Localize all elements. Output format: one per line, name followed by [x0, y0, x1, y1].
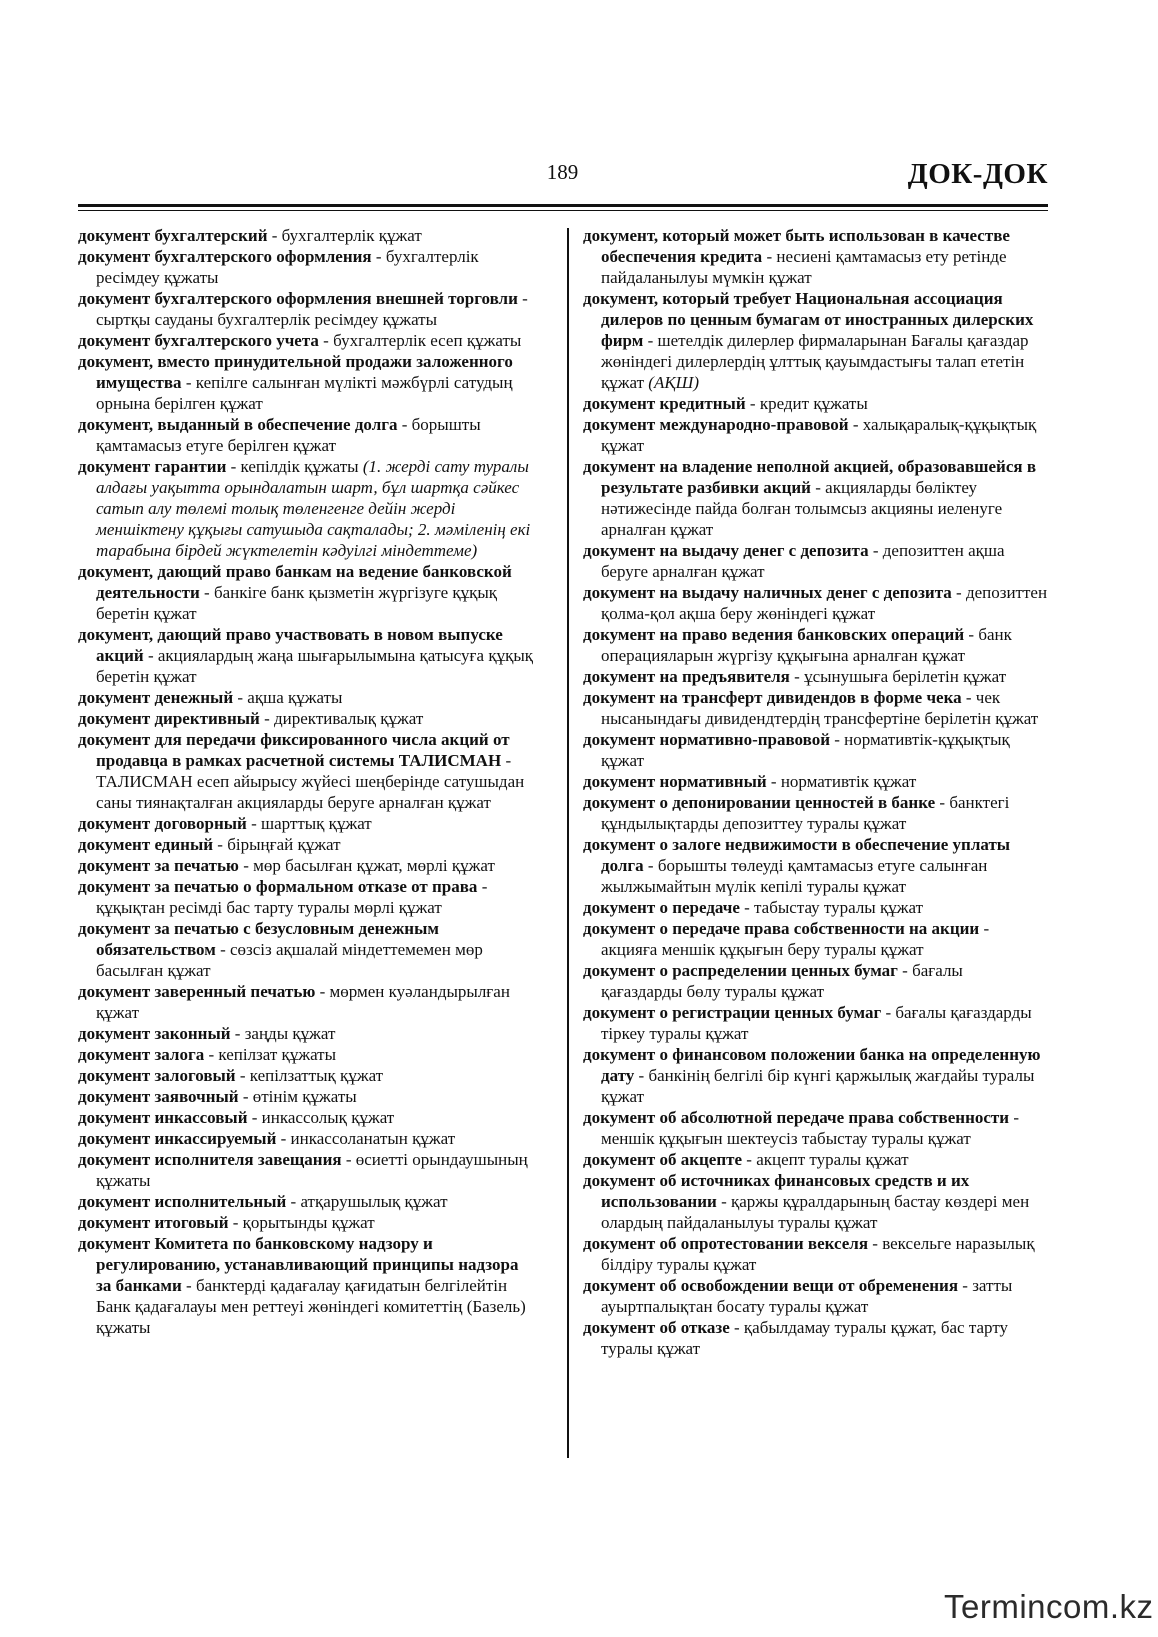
- entry-separator: -: [238, 1087, 253, 1106]
- entry-definition: құқықтан ресімді бас тарту туралы мөрлі құжат: [96, 898, 442, 917]
- entry-definition: директивалық құжат: [274, 709, 424, 728]
- entry-separator: -: [810, 478, 826, 497]
- entry-term: документ исполнительный: [78, 1192, 287, 1211]
- entry-term: документ на выдачу денег с депозита: [583, 541, 869, 560]
- entry-separator: -: [247, 1108, 262, 1127]
- dictionary-entry: [583, 1107, 1048, 1149]
- entry-definition: қабылдамау туралы құжат, бас тарту туралы құжат: [601, 1318, 1009, 1358]
- entry-separator: -: [181, 373, 196, 392]
- entry-term: документ об акцепте: [583, 1150, 743, 1169]
- entry-definition: сыртқы сауданы бухгалтерлік ресімдеу құжаты: [96, 310, 438, 329]
- dictionary-entry: [583, 729, 1048, 771]
- entry-definition: депозиттен ақша беруге арналған құжат: [601, 541, 1005, 581]
- entry-term: документ о депонировании ценностей в банке: [583, 793, 936, 812]
- entry-separator: -: [762, 247, 777, 266]
- right-column: [583, 225, 1048, 1359]
- entry-definition: борышты төлеуді қамтамасыз етуге салынған жылжымайтын мүлік кепілі туралы құжат: [601, 856, 988, 896]
- entry-separator: -: [964, 625, 979, 644]
- entry-separator: -: [315, 982, 330, 1001]
- dictionary-entry: [583, 1233, 1048, 1275]
- entry-separator: -: [397, 415, 412, 434]
- entry-separator: -: [729, 1318, 744, 1337]
- dictionary-entry: [78, 876, 536, 918]
- entry-definition: өсиетті орындаушының құжаты: [96, 1150, 528, 1190]
- running-head: ДОК-ДОК: [907, 158, 1048, 190]
- entry-definition: банкіге банк қызметін жүргізуге құқық беретін құжат: [96, 583, 498, 623]
- entry-separator: -: [789, 667, 805, 686]
- entry-definition: акцияға меншік құқығын беру туралы құжат: [601, 940, 924, 959]
- entry-separator: -: [230, 1024, 245, 1043]
- entry-separator: -: [742, 1150, 757, 1169]
- header-rule-thick: [78, 204, 1048, 207]
- entry-definition: инкассолық құжат: [261, 1108, 395, 1127]
- entry-separator: -: [634, 1066, 649, 1085]
- entry-term: документ на выдачу наличных денег с депозита: [583, 583, 952, 602]
- entry-term: документ о залоге недвижимости в обеспечение уплаты долга: [583, 835, 1011, 875]
- entry-separator: -: [246, 814, 261, 833]
- entry-term: документ инкассируемый: [78, 1129, 277, 1148]
- entry-definition: атқарушылық құжат: [300, 1192, 448, 1211]
- dictionary-entry: [583, 624, 1048, 666]
- entry-separator: -: [881, 1003, 896, 1022]
- entry-definition: акциялардың жаңа шығарылымына қатысуға құқық беретін құжат: [96, 646, 534, 686]
- entry-separator: -: [868, 541, 883, 560]
- entry-separator: -: [267, 226, 282, 245]
- entry-term: документ нормативный: [583, 772, 767, 791]
- entry-term: документ кредитный: [583, 394, 746, 413]
- entry-note: (АҚШ): [648, 373, 700, 392]
- dictionary-entry: [78, 1191, 536, 1212]
- entry-term: документ бухгалтерского учета: [78, 331, 319, 350]
- entry-definition: нормативтік құжат: [780, 772, 917, 791]
- header-rule-thin: [78, 210, 1048, 211]
- entry-term: документ залоговый: [78, 1066, 236, 1085]
- entry-separator: -: [235, 1066, 250, 1085]
- entry-separator: -: [643, 331, 658, 350]
- left-column: [78, 225, 536, 1338]
- entry-separator: -: [979, 919, 990, 938]
- dictionary-entry: [78, 414, 536, 456]
- entry-separator: -: [951, 583, 966, 602]
- entry-term: документ бухгалтерского оформления: [78, 247, 372, 266]
- dictionary-entry: [78, 246, 536, 288]
- entry-separator: -: [228, 1213, 243, 1232]
- entry-separator: -: [143, 646, 158, 665]
- entry-definition: кепілдік құжаты: [240, 457, 363, 476]
- entry-term: документ бухгалтерского оформления внешней торговли: [78, 289, 518, 308]
- dictionary-entry: [78, 225, 536, 246]
- entry-definition: затты ауыртпалықтан босату туралы құжат: [601, 1276, 1013, 1316]
- entry-definition: инкассоланатын құжат: [290, 1129, 456, 1148]
- dictionary-entry: [78, 330, 536, 351]
- entry-separator: -: [935, 793, 950, 812]
- entry-term: документ директивный: [78, 709, 260, 728]
- entry-definition: несиені қамтамасыз ету ретінде пайдаланылуы мүмкін құжат: [601, 247, 1007, 287]
- entry-term: документ за печатью: [78, 856, 239, 875]
- dictionary-entry: [583, 1317, 1048, 1359]
- entry-separator: -: [233, 688, 248, 707]
- entry-separator: -: [286, 1192, 301, 1211]
- entry-definition: бухгалтерлік құжат: [281, 226, 422, 245]
- entry-separator: -: [226, 457, 241, 476]
- entry-definition: нормативтік-құқықтық құжат: [601, 730, 1010, 770]
- dictionary-entry: [583, 1149, 1048, 1170]
- entry-term: документ международно-правовой: [583, 415, 849, 434]
- entry-term: документ об освобождении вещи от обременения: [583, 1276, 959, 1295]
- entry-term: документ о передаче: [583, 898, 740, 917]
- entry-term: документ на предъявителя: [583, 667, 790, 686]
- entry-term: документ об опротестовании векселя: [583, 1234, 869, 1253]
- dictionary-entry: [78, 855, 536, 876]
- dictionary-entry: [583, 1275, 1048, 1317]
- dictionary-entry: [78, 1233, 536, 1338]
- entry-separator: -: [276, 1129, 291, 1148]
- entry-definition: өтінім құжаты: [252, 1087, 357, 1106]
- entry-definition: ТАЛИСМАН есеп айырысу жүйесі шеңберінде сатушыдан саны тиянақталған акцияларды беруге арналған құжат: [96, 772, 525, 812]
- entry-term: документ договорный: [78, 814, 247, 833]
- entry-term: документ, который требует Национальная ассоциация дилеров по ценным бумагам от иностранных дилерских фирм: [583, 289, 1034, 350]
- entry-definition: кепілзат құжаты: [218, 1045, 337, 1064]
- entry-separator: -: [477, 877, 488, 896]
- entry-separator: -: [341, 1150, 356, 1169]
- dictionary-entry: [78, 918, 536, 981]
- entry-term: документ о распределении ценных бумаг: [583, 961, 898, 980]
- dictionary-entry: [583, 540, 1048, 582]
- dictionary-entry: [583, 414, 1048, 456]
- entry-definition: чек нысанындағы дивидендтердің трансфертіне берілетін құжат: [601, 688, 1039, 728]
- entry-separator: -: [897, 961, 913, 980]
- dictionary-entry: [78, 687, 536, 708]
- entry-term: документ за печатью с безусловным денежным обязательством: [78, 919, 439, 959]
- entry-definition: банктегі құндылықтарды депозиттеу туралы құжат: [601, 793, 1010, 833]
- dictionary-entry: [583, 225, 1048, 288]
- entry-term: документ о финансовом положении банка на определенную дату: [583, 1045, 1041, 1085]
- entry-term: документ залога: [78, 1045, 205, 1064]
- dictionary-entry: [78, 456, 536, 561]
- entry-term: документ законный: [78, 1024, 231, 1043]
- entry-term: документ, дающий право банкам на ведение банковской деятельности: [78, 562, 512, 602]
- entry-term: документ инкассовый: [78, 1108, 248, 1127]
- entry-definition: банктерді қадағалау қағидатын белгілейтін Банк қадағалауы мен реттеуі жөніндегі комитеттің (Базель) құжаты: [96, 1276, 526, 1337]
- dictionary-entry: [78, 288, 536, 330]
- dictionary-entry: [78, 1128, 536, 1149]
- dictionary-entry: [583, 393, 1048, 414]
- dictionary-entry: [78, 624, 536, 687]
- entry-definition: депозиттен қолма-қол ақша беру жөніндегі құжат: [601, 583, 1048, 623]
- entry-term: документ на владение неполной акцией, образовавшейся в результате разбивки акций: [583, 457, 1037, 497]
- entry-separator: -: [766, 772, 781, 791]
- entry-term: документ единый: [78, 835, 214, 854]
- entry-separator: -: [958, 1276, 973, 1295]
- entry-term: документ о передаче права собственности на акции: [583, 919, 980, 938]
- entry-definition: халықаралық-құқықтық құжат: [601, 415, 1037, 455]
- entry-definition: бухгалтерлік есеп құжаты: [333, 331, 522, 350]
- dictionary-entry: [78, 834, 536, 855]
- entry-separator: -: [238, 856, 254, 875]
- entry-definition: банк операцияларын жүргізу құқығына арналған құжат: [601, 625, 1012, 665]
- dictionary-entry: [78, 1044, 536, 1065]
- entry-definition: кепілзаттық құжат: [249, 1066, 384, 1085]
- entry-separator: -: [215, 940, 230, 959]
- entry-term: документ, который может быть использован в качестве обеспечения кредита: [583, 226, 1010, 266]
- entry-definition: сөзсіз ақшалай міндеттемемен мөр басылған құжат: [96, 940, 483, 980]
- entry-separator: -: [961, 688, 976, 707]
- dictionary-entry: [583, 792, 1048, 834]
- entry-note: (1. жерді сату туралы алдағы уақытта орындалатын шарт, бұл шартқа сәйкес сатып алу төлемі толық төленгенге дейін жерді меншіктену құқығы сатушыда сақталады; 2. мәміленің екі тарабына бірдей жүктелетін кәдуілгі міндеттеме): [96, 457, 531, 560]
- dictionary-entry: [583, 897, 1048, 918]
- dictionary-entry: [583, 1170, 1048, 1233]
- entry-definition: ақша құжаты: [247, 688, 343, 707]
- entry-term: документ о регистрации ценных бумаг: [583, 1003, 882, 1022]
- entry-separator: -: [204, 1045, 219, 1064]
- entry-definition: қорытынды құжат: [242, 1213, 375, 1232]
- entry-separator: -: [517, 289, 528, 308]
- dictionary-entry: [78, 561, 536, 624]
- entry-definition: бірыңғай құжат: [227, 835, 341, 854]
- entry-definition: ұсынушыға берілетін құжат: [804, 667, 1007, 686]
- entry-separator: -: [643, 856, 658, 875]
- entry-definition: шарттық құжат: [260, 814, 372, 833]
- entry-term: документ заявочный: [78, 1087, 239, 1106]
- entry-term: документ об отказе: [583, 1318, 730, 1337]
- entry-separator: -: [868, 1234, 883, 1253]
- page-number: 189: [546, 160, 579, 184]
- dictionary-entry: [78, 1023, 536, 1044]
- dictionary-entry: [78, 1065, 536, 1086]
- entry-term: документ бухгалтерский: [78, 226, 268, 245]
- watermark-logo: Termincom.kz: [944, 1588, 1154, 1625]
- column-divider: [567, 228, 569, 1458]
- entry-separator: -: [199, 583, 214, 602]
- entry-term: документ нормативно-правовой: [583, 730, 830, 749]
- entry-term: документ заверенный печатью: [78, 982, 316, 1001]
- dictionary-entry: [78, 729, 536, 813]
- dictionary-entry: [78, 1107, 536, 1128]
- entry-term: документ исполнителя завещания: [78, 1150, 342, 1169]
- entry-separator: -: [259, 709, 275, 728]
- entry-separator: -: [213, 835, 228, 854]
- entry-term: документ об абсолютной передаче права собственности: [583, 1108, 1010, 1127]
- dictionary-entry: [583, 687, 1048, 729]
- entry-definition: вексельге наразылық білдіру туралы құжат: [601, 1234, 1035, 1274]
- dictionary-entry: [78, 351, 536, 414]
- entry-term: документ, вместо принудительной продажи заложенного имущества: [78, 352, 513, 392]
- dictionary-entry: [583, 288, 1048, 393]
- entry-definition: акцияларды бөліктеу нәтижесінде пайда болған толымсыз акцияны иеленуге арналған құжат: [601, 478, 1003, 539]
- entry-definition: бухгалтерлік ресімдеу құжаты: [96, 247, 479, 287]
- dictionary-entry: [78, 1212, 536, 1233]
- dictionary-entry: [78, 1086, 536, 1107]
- entry-definition: банкінің белгілі бір күнгі қаржылық жағдайы туралы құжат: [601, 1066, 1035, 1106]
- dictionary-entry: [583, 834, 1048, 897]
- entry-separator: -: [501, 751, 512, 770]
- entry-definition: кепілге салынған мүлікті мәжбүрлі сатудың орнына берілген құжат: [96, 373, 513, 413]
- entry-term: документ на трансферт дивидендов в форме чека: [583, 688, 962, 707]
- entry-term: документ гарантии: [78, 457, 227, 476]
- dictionary-entry: [583, 666, 1048, 687]
- dictionary-entry: [583, 960, 1048, 1002]
- entry-definition: қаржы құралдарының бастау көздері мен олардың пайдаланылуы туралы құжат: [601, 1192, 1030, 1232]
- dictionary-entry: [583, 1002, 1048, 1044]
- dictionary-entry: [583, 582, 1048, 624]
- entry-term: документ денежный: [78, 688, 234, 707]
- entry-definition: табыстау туралы құжат: [754, 898, 924, 917]
- entry-definition: бағалы қағаздарды тіркеу туралы құжат: [601, 1003, 1032, 1043]
- entry-term: документ, выданный в обеспечение долга: [78, 415, 398, 434]
- entry-term: документ, дающий право участвовать в новом выпуске акций: [78, 625, 503, 665]
- entry-definition: акцепт туралы құжат: [756, 1150, 909, 1169]
- entry-definition: кредит құжаты: [759, 394, 868, 413]
- entry-separator: -: [181, 1276, 196, 1295]
- entry-term: документ за печатью о формальном отказе от права: [78, 877, 478, 896]
- dictionary-entry: [583, 1044, 1048, 1107]
- entry-separator: -: [745, 394, 760, 413]
- entry-separator: -: [371, 247, 386, 266]
- entry-term: документ итоговый: [78, 1213, 229, 1232]
- entry-term: документ для передачи фиксированного числа акций от продавца в рамках расчетной системы ТАЛИСМАН: [78, 730, 510, 770]
- dictionary-entry: [583, 918, 1048, 960]
- entry-term: документ на право ведения банковских операций: [583, 625, 965, 644]
- entry-separator: -: [1009, 1108, 1019, 1127]
- dictionary-entry: [78, 708, 536, 729]
- entry-definition: шетелдік дилерлер фирмаларынан Бағалы қағаздар жөніндегі дилерлердің ұлттық қауымдастығы талап ететін құжат: [601, 331, 1029, 392]
- entry-definition: меншік құқығын шектеусіз табыстау туралы құжат: [601, 1129, 971, 1148]
- dictionary-entry: [583, 771, 1048, 792]
- dictionary-entry: [583, 456, 1048, 540]
- dictionary-entry: [78, 813, 536, 834]
- dictionary-entry: [78, 1149, 536, 1191]
- entry-term: документ Комитета по банковскому надзору и регулированию, устанавливающий принципы надзора за банками: [78, 1234, 519, 1295]
- entry-definition: борышты қамтамасыз етуге берілген құжат: [96, 415, 481, 455]
- dictionary-entry: [78, 981, 536, 1023]
- entry-term: документ об источниках финансовых средств и их использовании: [583, 1171, 970, 1211]
- entry-separator: -: [848, 415, 863, 434]
- entry-separator: -: [739, 898, 755, 917]
- entry-definition: мөр басылған құжат, мөрлі құжат: [253, 856, 495, 875]
- entry-separator: -: [830, 730, 845, 749]
- entry-separator: -: [318, 331, 334, 350]
- entry-definition: бағалы қағаздарды бөлу туралы құжат: [601, 961, 963, 1001]
- entry-separator: -: [716, 1192, 731, 1211]
- entry-definition: заңды құжат: [244, 1024, 336, 1043]
- entry-definition: мөрмен куәландырылған құжат: [96, 982, 510, 1022]
